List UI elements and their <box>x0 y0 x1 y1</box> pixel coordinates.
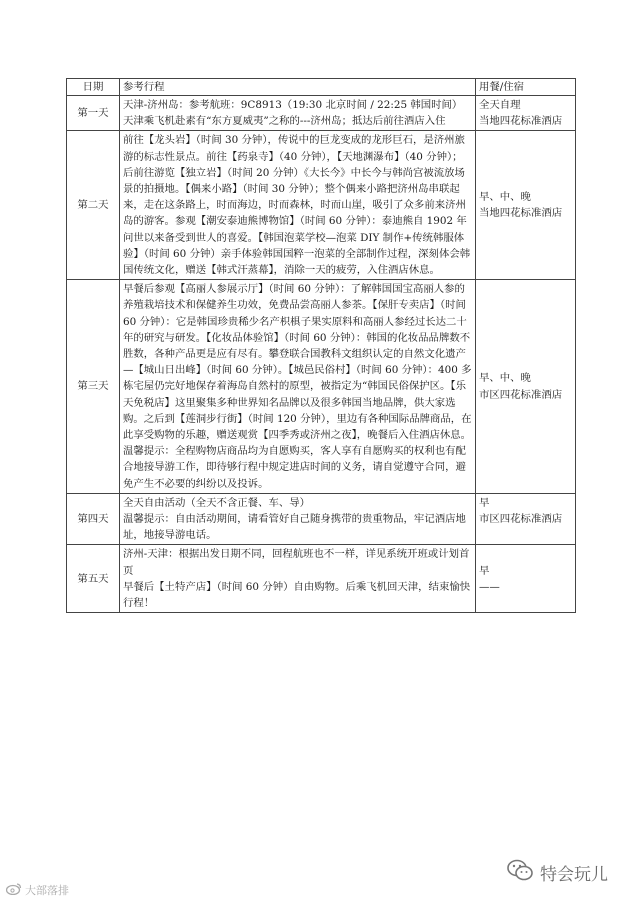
hotel-text: 当地四花标准酒店 <box>479 207 563 220</box>
meal-text: 早 <box>479 496 490 509</box>
tip-text: 温馨提示：自由活动期间，请看管好自己随身携带的贵重物品，牢记酒店地址，地接导游电话。 <box>123 513 466 542</box>
meal-text: 全天自理 <box>479 99 521 111</box>
itinerary-text: 济州-天津：根据出发日期不同，回程航班也不一样，详见系统开班或计划首页 <box>123 548 470 577</box>
itinerary-cell <box>120 96 476 131</box>
meal-cell <box>476 545 576 613</box>
header-date: 日期 <box>67 79 120 96</box>
meal-text: 早 <box>479 564 490 577</box>
itinerary-table <box>66 78 576 613</box>
itinerary-text: 天津-济州岛：参考航班：9C8913（19:30 北京时间 / 22:25 韩国时间）天津乘飞机赴素有“东方夏威夷”之称的---济州岛；抵达后前往酒店入住 <box>123 99 463 128</box>
itinerary-cell <box>120 493 476 545</box>
meal-cell <box>476 96 576 131</box>
day-label: 第二天 <box>67 131 120 280</box>
header-itinerary: 参考行程 <box>120 79 476 96</box>
itinerary-cell <box>120 280 476 494</box>
table-row <box>67 131 576 280</box>
table-row <box>67 493 576 545</box>
weibo-icon <box>6 882 22 898</box>
watermark-right <box>506 858 608 887</box>
table-row <box>67 96 576 131</box>
watermark-right-text: 特会玩儿 <box>540 865 608 885</box>
hotel-text: 市区四花标准酒店 <box>479 513 563 526</box>
hotel-text: 市区四花标准酒店 <box>479 388 563 401</box>
hotel-text: 当地四花标准酒店 <box>479 115 563 128</box>
itinerary-text: 全天自由活动（全天不含正餐、车、导） <box>123 496 311 509</box>
hotel-text: —— <box>479 580 500 593</box>
header-meal-hotel: 用餐/住宿 <box>476 79 576 96</box>
table-header-row <box>67 79 576 96</box>
watermark-left <box>6 882 69 898</box>
meal-cell <box>476 131 576 280</box>
itinerary-cell <box>120 131 476 280</box>
meal-cell <box>476 493 576 545</box>
meal-cell <box>476 280 576 494</box>
tip-text: 温馨提示：全程购物店商品均为自愿购买，客人享有自愿购买的权利也有配合地接导游工作，即待够行程中规定进店时间的义务，请自觉遵守合同，避免产生不必要的纠纷以及投诉。 <box>123 445 466 490</box>
itinerary-text: 早餐后【土特产店】（时间 60 分钟）自由购物。后乘飞机回天津，结束愉快行程！ <box>123 580 471 610</box>
table-row <box>67 280 576 494</box>
day-label: 第四天 <box>67 493 120 545</box>
meal-text: 早、中、晚 <box>479 372 531 385</box>
table-row <box>67 545 576 613</box>
itinerary-cell <box>120 545 476 613</box>
wechat-icon <box>506 858 534 887</box>
day-label: 第一天 <box>67 96 120 131</box>
itinerary-text: 前往【龙头岩】（时间 30 分钟），传说中的巨龙变成的龙形巨石，是济州旅游的标志性景点。前往【药泉寺】（40 分钟），【天地渊瀑布】（40 分钟）；后前往游览【独立岩】（时间 20 分钟）《大长今》中长今与韩尚宫被流放场景的拍摄地。【偶来小路】（时间 30 分钟）；整个偶来小路把济州岛串联起来，走在这条路上，时而海边，时而森林，时而山崖，吸引了众多前来济州岛的游客。参观【潮安泰迪熊博物馆】（时间 60 分钟）：泰迪熊自 1902 年问世以来备受到世人的喜爱。【韩国泡菜学校—泡菜 DIY 制作+传统韩服体验】（时间 60 分钟）亲手体验韩国国粹一泡菜的全部制作过程，深刻体会韩国传统文化，赠送【韩式汗蒸幕】，消除一天的疲劳，入住酒店休息。 <box>123 134 471 277</box>
itinerary-text: 早餐后参观【高丽人参展示厅】（时间 60 分钟）：了解韩国国宝高丽人参的养殖栽培技术和保健养生功效，免费品尝高丽人参茶。【保肝专卖店】（时间 60 分钟）：它是韩国珍贵稀少名产枳椇子果实原料和高丽人参经过长达二十年的研究与研发。【化妆品体验馆】（时间 60 分钟）：韩国的化妆品品牌数不胜数，各种产品更是应有尽有。攀登联合国教科文组织认定的自然文化遗产—【城山日出峰】（时间 60 分钟）。【城邑民俗村】（时间 60 分钟）：400 多栋宅屋仍完好地保存着海岛自然村的原型，被指定为“韩国民俗保护区。【乐天免税店】这里聚集多种世界知名品牌以及很多韩国当地品牌，供大家选购。之后到【莲洞步行街】（时间 120 分钟），里边有各种国际品牌商品，在此享受购物的乐趣，赠送观赏【四季秀或济州之夜】，晚餐后入住酒店休息。 <box>123 283 472 442</box>
day-label: 第五天 <box>67 545 120 613</box>
day-label: 第三天 <box>67 280 120 494</box>
meal-text: 早、中、晚 <box>479 191 531 204</box>
watermark-left-text: 大部落排 <box>25 884 69 897</box>
